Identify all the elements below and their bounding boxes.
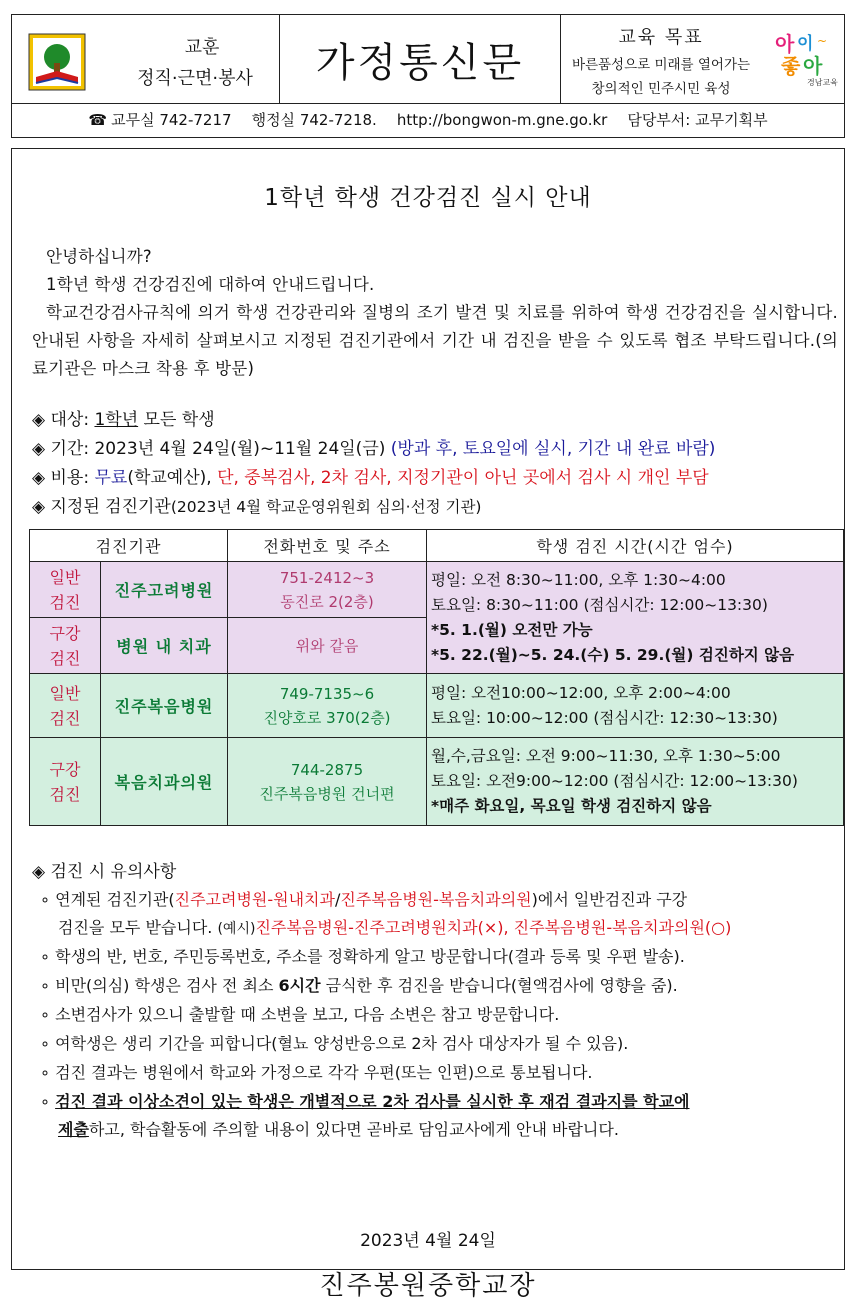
institution-contact bbox=[228, 674, 427, 738]
table-row bbox=[30, 738, 844, 826]
note-6 bbox=[40, 1060, 593, 1083]
note-highlight: 진주고려병원-원내치과 bbox=[174, 890, 335, 909]
note-text: 하고, 학습활동에 주의할 내용이 있다면 곧바로 담임교사에게 안내 바랍니다. bbox=[88, 1120, 619, 1139]
cost-label: ◈ 비용: bbox=[32, 468, 95, 488]
note-text: 여학생은 생리 기간을 피합니다(혈뇨 양성반응으로 2차 검사 대상자가 될 수 있음). bbox=[55, 1034, 629, 1053]
motto-cell bbox=[12, 15, 280, 103]
exam-type: 일반 검진 bbox=[30, 562, 101, 618]
svg-text:이: 이 bbox=[797, 34, 814, 54]
office-phone: 교무실 742-7217 bbox=[111, 111, 232, 129]
exam-type: 구강 검진 bbox=[30, 618, 101, 674]
note-4 bbox=[40, 1002, 559, 1025]
header bbox=[11, 14, 845, 138]
special-note: *매주 화요일, 목요일 학생 검진하지 않음 bbox=[431, 797, 712, 815]
motto-values: 정직·근면·봉사 bbox=[137, 68, 253, 89]
note-2 bbox=[40, 944, 685, 967]
saturday-time: 토요일: 오전9:00~12:00 (점심시간: 12:00~13:30) bbox=[431, 772, 798, 790]
note-emphasis: 6시간 bbox=[278, 976, 321, 995]
department: 담당부서: 교무기획부 bbox=[627, 111, 768, 129]
svg-text:경남교육: 경남교육 bbox=[807, 78, 838, 87]
period-note: (방과 후, 토요일에 실시, 기간 내 완료 바람) bbox=[390, 439, 716, 459]
note-text: 검진 결과는 병원에서 학교와 가정으로 각각 우편(또는 인편)으로 통보됩니다. bbox=[55, 1063, 593, 1082]
period-label: ◈ 기간: bbox=[32, 439, 95, 459]
note-5 bbox=[40, 1031, 628, 1054]
institution-contact bbox=[228, 562, 427, 618]
period-item bbox=[32, 434, 715, 459]
body-paragraph: 학교건강검사규칙에 의거 학생 건강관리와 질병의 조기 발견 및 치료를 위하여 학생 건강검진을 실시합니다. 안내된 사항을 자세히 살펴보시고 지정된 검진기관에서 기간 내 검진을 받을 수 있도록 협조 부탁드립니다.(의료기관은 마스크 착용 후 방문) bbox=[32, 303, 838, 378]
goal-line-1: 바른품성으로 미래를 열어가는 bbox=[571, 57, 751, 73]
svg-text:좋: 좋 bbox=[781, 54, 801, 78]
note-7-line-2 bbox=[58, 1117, 619, 1140]
note-3 bbox=[40, 973, 678, 996]
saturday-time: 토요일: 10:00~12:00 (점심시간: 12:30~13:30) bbox=[431, 708, 778, 727]
note-7-line-1 bbox=[40, 1089, 690, 1112]
note-text: 검진을 모두 받습니다. bbox=[58, 918, 218, 937]
goal-title: 교육 목표 bbox=[618, 27, 704, 48]
exam-times bbox=[427, 562, 844, 674]
phone-number: 751-2412~3 bbox=[279, 568, 375, 587]
institution-name: 진주복음병원 bbox=[101, 674, 228, 738]
period-dates: 2023년 4월 24일(월)~11월 24일(금) bbox=[94, 439, 391, 459]
note-text: (예시) bbox=[217, 921, 256, 937]
note-emphasis: 제출 bbox=[58, 1120, 89, 1139]
admin-phone: 행정실 742-7218. bbox=[251, 111, 377, 129]
exam-type: 일반 검진 bbox=[30, 674, 101, 738]
cost-item bbox=[32, 463, 709, 488]
note-highlight: 진주복음병원-복음치과의원(○) bbox=[513, 918, 732, 937]
bullet: ∘ bbox=[40, 1005, 51, 1024]
institution-name: 복음치과의원 bbox=[101, 738, 228, 826]
bullet: ∘ bbox=[40, 1092, 51, 1111]
issue-date: 2023년 4월 24일 bbox=[360, 1231, 496, 1251]
svg-text:아: 아 bbox=[803, 54, 823, 78]
table-header: 학생 검진 시간(시간 엄수) bbox=[427, 530, 844, 562]
bullet: ∘ bbox=[40, 890, 51, 909]
goal-line-2: 창의적인 민주시민 육성 bbox=[591, 81, 731, 97]
saturday-time: 토요일: 8:30~11:00 (점심시간: 12:00~13:30) bbox=[431, 595, 768, 614]
target-item bbox=[32, 405, 215, 430]
special-note: *5. 22.(월)~5. 24.(수) 5. 29.(월) 검진하지 않음 bbox=[431, 645, 795, 664]
cost-budget: (학교예산), bbox=[127, 468, 218, 488]
institution-name: 진주고려병원 bbox=[101, 562, 228, 618]
weekday-time: 평일: 오전10:00~12:00, 오후 2:00~4:00 bbox=[431, 683, 731, 702]
target-label: ◈ 대상: bbox=[32, 410, 95, 430]
header-top-row bbox=[12, 15, 844, 104]
institution-contact bbox=[228, 738, 427, 826]
goal-cell bbox=[561, 15, 843, 103]
note-text: 연계된 검진기관( bbox=[55, 890, 175, 909]
notes-title: ◈ 검진 시 유의사항 bbox=[32, 862, 177, 882]
address: 동진로 2(2층) bbox=[280, 592, 374, 611]
note-highlight: 진주복음병원-복음치과의원 bbox=[340, 890, 532, 909]
phone-icon: ☎ bbox=[88, 111, 108, 129]
note-emphasis: 검진 결과 이상소견이 있는 학생은 개별적으로 2차 검사를 실시한 후 재검 결과지를 학교에 bbox=[55, 1092, 690, 1111]
contact-bar bbox=[12, 103, 844, 137]
title-cell bbox=[280, 15, 561, 103]
bullet: ∘ bbox=[40, 947, 51, 966]
table-header-row bbox=[30, 530, 844, 562]
motto-title: 교훈 bbox=[184, 37, 220, 58]
greeting: 안녕하십니까? bbox=[46, 247, 152, 266]
note-text: 학생의 반, 번호, 주민등록번호, 주소를 정확하게 알고 방문합니다(결과 등록 및 우편 발송). bbox=[55, 947, 685, 966]
document-body bbox=[11, 148, 845, 1301]
special-note: *5. 1.(월) 오전만 가능 bbox=[431, 620, 593, 639]
note-text: 소변검사가 있으니 출발할 때 소변을 보고, 다음 소변은 참고 방문합니다. bbox=[55, 1005, 560, 1024]
cost-free: 무료 bbox=[94, 468, 128, 488]
address: 진주복음병원 건너편 bbox=[259, 784, 395, 803]
institution-item bbox=[32, 492, 481, 517]
note-text: 비만(의심) 학생은 검사 전 최소 bbox=[55, 976, 279, 995]
cost-note: 단, 중복검사, 2차 검사, 지정기관이 아닌 곳에서 검사 시 개인 부담 bbox=[217, 468, 709, 488]
target-grade: 1학년 bbox=[94, 410, 139, 430]
weekday-time: 평일: 오전 8:30~11:00, 오후 1:30~4:00 bbox=[431, 570, 726, 589]
intro: 1학년 학생 건강검진에 대하여 안내드립니다. bbox=[46, 275, 375, 294]
svg-text:~: ~ bbox=[817, 34, 828, 48]
table-row bbox=[30, 562, 844, 618]
note-highlight: 진주복음병원-진주고려병원치과(×), bbox=[255, 918, 514, 937]
institution-name: 병원 내 치과 bbox=[101, 618, 228, 674]
institution-note: (2023년 4월 학교운영위원회 심의·선정 기관) bbox=[170, 498, 482, 516]
table-row bbox=[30, 674, 844, 738]
school-logo-icon bbox=[28, 33, 86, 91]
gyeongnam-education-logo-icon bbox=[773, 29, 839, 87]
note-text: 금식한 후 검진을 받습니다(혈액검사에 영향을 줌). bbox=[320, 976, 678, 995]
note-text: )에서 일반검진과 구강 bbox=[531, 890, 688, 909]
exam-times bbox=[427, 674, 844, 738]
institution-label: ◈ 지정된 검진기관 bbox=[32, 497, 171, 517]
weekday-time: 월,수,금요일: 오전 9:00~11:30, 오후 1:30~5:00 bbox=[431, 747, 781, 765]
phone-number: 744-2875 bbox=[290, 760, 364, 779]
bullet: ∘ bbox=[40, 1063, 51, 1082]
institution-table bbox=[29, 529, 844, 826]
target-rest: 모든 학생 bbox=[138, 410, 215, 430]
page-title: 가정통신문 bbox=[315, 40, 525, 86]
exam-times bbox=[427, 738, 844, 826]
exam-type: 구강 검진 bbox=[30, 738, 101, 826]
signature: 진주봉원중학교장 bbox=[319, 1271, 537, 1301]
bullet: ∘ bbox=[40, 976, 51, 995]
svg-text:아: 아 bbox=[775, 32, 795, 56]
note-1-line-1 bbox=[40, 887, 687, 910]
table-header: 전화번호 및 주소 bbox=[228, 530, 427, 562]
address: 진양호로 370(2층) bbox=[263, 708, 391, 727]
phone-number: 749-7135~6 bbox=[279, 684, 375, 703]
document-title: 1학년 학생 건강검진 실시 안내 bbox=[264, 185, 592, 211]
note-1-line-2 bbox=[58, 915, 731, 938]
note-text: / bbox=[334, 890, 341, 909]
institution-contact: 위와 같음 bbox=[228, 618, 427, 674]
bullet: ∘ bbox=[40, 1034, 51, 1053]
table-header: 검진기관 bbox=[30, 530, 228, 562]
school-url[interactable]: http://bongwon-m.gne.go.kr bbox=[396, 111, 608, 129]
